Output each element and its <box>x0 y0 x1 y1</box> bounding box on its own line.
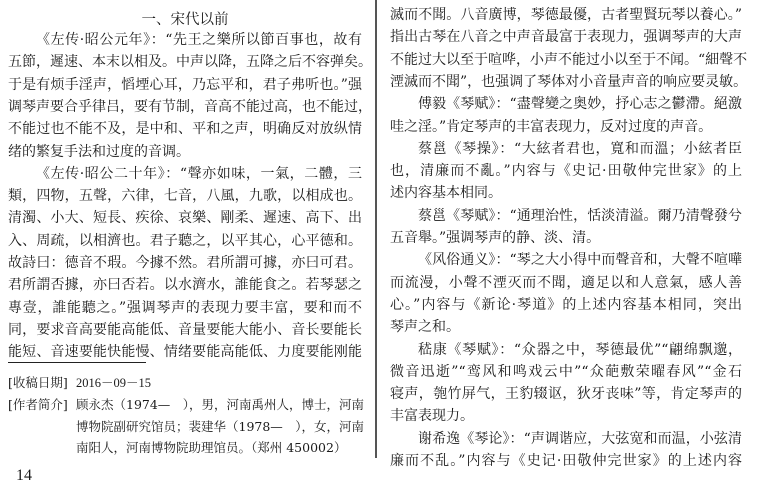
text-line: 蔡邕《琴赋》：“通理治性，恬淡清溢。爾乃清聲發兮 <box>418 207 742 224</box>
text-line: 不能过也不能不及，是中和、平和之声，明确反对放纵情 <box>8 121 362 138</box>
author-info-label: [作者简介] <box>8 397 68 412</box>
text-line: 廉而不乱。”内容与《史记·田敬仲完世家》的上述内容 <box>390 453 742 469</box>
received-date-value: 2016－09－15 <box>76 376 152 390</box>
text-line: 清濁、小大、短長、疾徐、哀樂、剛柔、遲速、高下、出 <box>8 210 362 227</box>
author-info-line: 顾永杰（1974— ），男，河南禹州人，博士，河南 <box>76 397 365 412</box>
text-line: 琴声之和。 <box>390 319 460 336</box>
text-line: 丰富表现力。 <box>390 408 474 425</box>
text-line: 類，四物，五聲，六律，七音，八風，九歌，以相成也。 <box>8 188 362 205</box>
text-line: 滅而不聞。八音廣博，琴德最優，古者聖賢玩琴以養心。” <box>390 7 742 23</box>
text-line: 五節，遲速、本末以相及。中声以降，五降之后不容弹矣。 <box>8 54 372 71</box>
text-line: 微音迅逝”“鸾风和鸣戏云中”“众葩敷荣曜春风”“金石 <box>390 363 742 380</box>
author-info-line: 博物院副研究馆员；裴建华（1978— ），女，河南 <box>76 419 365 434</box>
text-line: 于是有烦手淫声，慆堙心耳，乃忘平和，君子弗听也。”强 <box>8 76 362 93</box>
text-line: 绪的繁复手法和过度的音调。 <box>8 143 190 160</box>
text-line: 君所謂否據，亦曰否若。以水濟水，誰能食之。若琴瑟之 <box>8 277 362 294</box>
text-line: 《风俗通义》：“琴之大小得中而聲音和，大聲不喧嘩 <box>418 252 742 269</box>
text-line: 專壹，誰能聽之。”强调琴声的表现力要丰富，要和而不 <box>8 299 362 316</box>
text-line: 谢希逸《琴论》：“声调谐应，大弦宽和而温，小弦清 <box>418 430 742 447</box>
text-line: 哇之淫。”肯定琴声的丰富表现力，反对过度的声音。 <box>390 118 713 135</box>
text-line: 指出古琴在八音之中声音最富于表现力，强调琴声的大声 <box>390 29 742 46</box>
text-line: 《左传·昭公二十年》：“聲亦如味，一氣，二體，三 <box>36 165 362 182</box>
text-line: 述内容基本相同。 <box>390 185 502 202</box>
text-line: 能短、音速要能快能慢、情绪要能高能低、力度要能刚能 <box>8 344 362 361</box>
text-line: 也，清廉而不亂。”内容与《史记·田敬仲完世家》的上 <box>390 163 742 180</box>
received-date-label: [收稿日期] <box>8 375 68 390</box>
text-line: 嵇康《琴赋》：“众器之中，琴德最优”“翩绵飘邈， <box>418 341 742 358</box>
author-info-line: 南阳人，河南博物院助理馆员。（郑州 450002） <box>76 440 347 455</box>
text-line: 而流漫，小聲不湮灭而不聞，適足以和人意氣，感人善 <box>390 274 742 291</box>
text-line: 同，要求音高要能高能低、音量要能大能小、音长要能长 <box>8 321 362 338</box>
section-heading: 一、宋代以前 <box>141 12 229 28</box>
page-number: 14 <box>16 467 32 484</box>
text-line: 心。”内容与《新论·琴道》的上述内容基本相同，突出 <box>390 296 742 313</box>
text-line: 寝声，匏竹屏气，王豹辍讴，狄牙丧味”等，肯定琴声的 <box>390 386 742 403</box>
text-line: 五音舉。”强调琴声的静、淡、清。 <box>390 230 601 246</box>
text-line: 入、周疏，以相濟也。君子聽之，以平其心，心平德和。 <box>8 232 362 249</box>
text-line: 故詩曰：德音不瑕。今據不然。君所謂可據，亦曰可君。 <box>8 255 362 271</box>
text-line: 蔡邕《琴操》：“大絃者君也，寬和而溫；小絃者臣 <box>418 140 742 157</box>
text-line: 不能过大以至于喧哗，小声不能过小以至于不闻。“細聲不 <box>390 51 748 68</box>
column-divider <box>375 0 377 458</box>
text-line: 湮滅而不聞”，也强调了琴体对小音量声音的响应要灵敏。 <box>390 73 748 90</box>
text-line: 调琴声要合乎律吕，要有节制，音高不能过高，也不能过， <box>8 98 372 115</box>
footnote-rule <box>8 362 146 363</box>
text-line: 《左传·昭公元年》：“先王之樂所以節百事也，故有 <box>36 32 362 48</box>
text-line: 傅毅《琴赋》：“盡聲變之奥妙，抒心志之鬱滯。絕激 <box>418 96 742 113</box>
